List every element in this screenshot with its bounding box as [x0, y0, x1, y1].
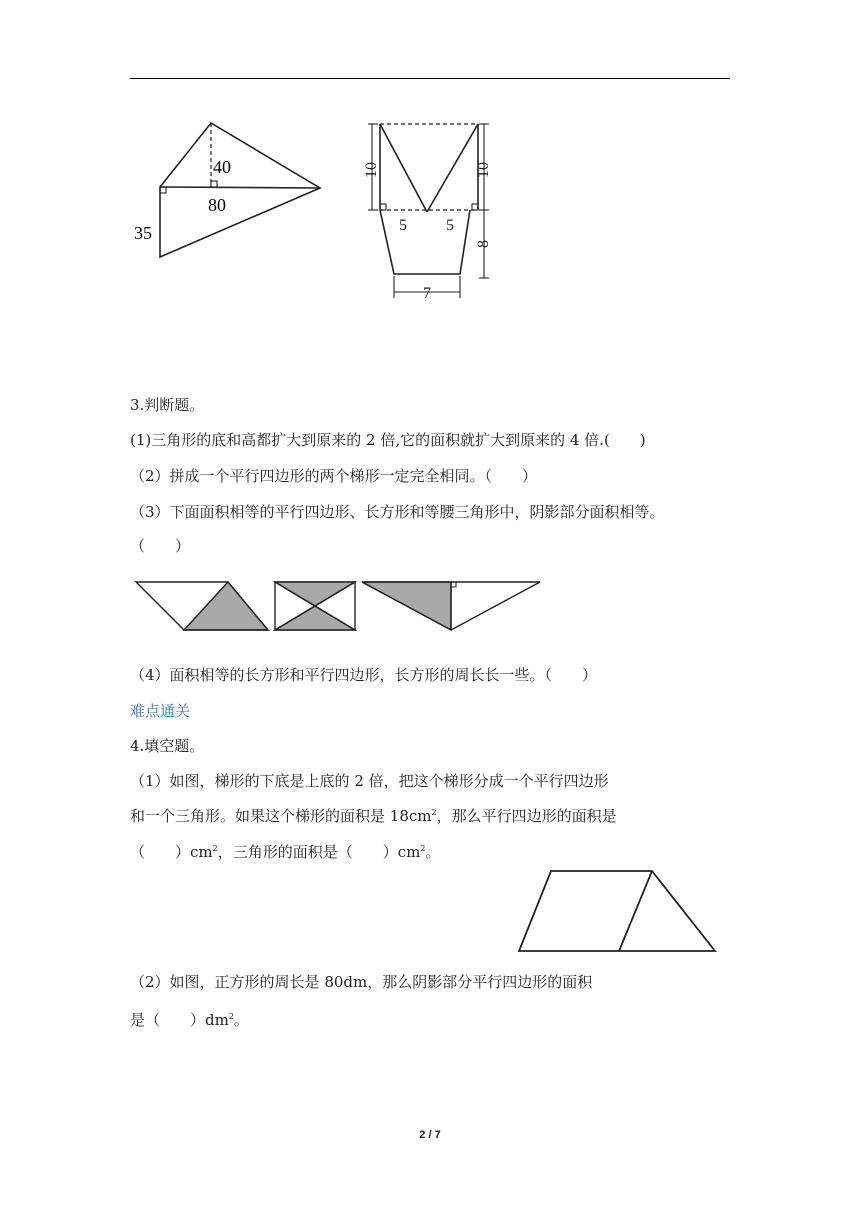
q4-item-2-line-2-text-b: 。 — [233, 1011, 249, 1029]
composite-right-height-label: 10 — [475, 162, 492, 178]
q4-item-1-line-3-sup-1: 2 — [212, 844, 218, 853]
q4-item-1-line-2 — [130, 806, 617, 826]
composite-right-bottom-label: 5 — [446, 217, 454, 234]
composite-trap-bottom-label: 7 — [423, 285, 431, 302]
header-rule — [130, 78, 730, 79]
q4-item-1-line-2-sup: 2 — [431, 808, 437, 817]
kite-base-label: 80 — [208, 195, 226, 215]
q4-item-1-line-3 — [130, 842, 440, 862]
q3-item-1: (1)三角形的底和高都扩大到原来的 2 倍,它的面积就扩大到原来的 4 倍.( ) — [130, 431, 646, 449]
q4-item-1-line-2-text-a: 和一个三角形。如果这个梯形的面积是 18cm — [130, 807, 432, 825]
composite-left-bottom-label: 5 — [399, 217, 407, 234]
page-number: 2 / 7 — [419, 1129, 441, 1141]
q4-title: 4.填空题。 — [130, 737, 205, 755]
q4-item-2-line-2-text-a: 是（ ）dm — [130, 1011, 229, 1029]
kite-figure — [130, 115, 340, 265]
q3-item-3: （3）下面面积相等的平行四边形、长方形和等腰三角形中，阴影部分面积相等。 — [130, 503, 665, 521]
q3-item-4: （4）面积相等的长方形和平行四边形，长方形的周长长一些。（ ） — [130, 666, 598, 684]
q3-item-3-blank: （ ） — [130, 537, 191, 555]
q3-title: 3.判断题。 — [130, 396, 205, 414]
q4-item-1-line-3-text-c: 。 — [425, 843, 441, 861]
q4-item-2-line-2-sup: 2 — [228, 1012, 234, 1021]
trapezoid-figure — [515, 866, 720, 956]
kite-height-label: 40 — [213, 157, 231, 177]
q4-item-1-line-3-text-b: ，三角形的面积是（ ）cm — [217, 843, 421, 861]
kite-side-label: 35 — [134, 223, 152, 243]
q4-item-1-line-3-sup-2: 2 — [420, 844, 426, 853]
q3-item-2: （2）拼成一个平行四边形的两个梯形一定完全相同。（ ） — [130, 467, 538, 485]
section-title: 难点通关 — [130, 702, 191, 720]
q4-item-1-line-3-text-a: （ ）cm — [130, 843, 213, 861]
q4-item-2-line-2 — [130, 1010, 249, 1030]
q4-item-1-line-2-text-b: ，那么平行四边形的面积是 — [436, 807, 617, 825]
composite-trap-height-label: 8 — [475, 240, 492, 248]
q4-item-1-line-1: （1）如图，梯形的下底是上底的 2 倍，把这个梯形分成一个平行四边形 — [130, 772, 609, 790]
q4-item-2-line-1: （2）如图，正方形的周长是 80dm，那么阴影部分平行四边形的面积 — [130, 973, 593, 991]
composite-figure — [360, 118, 500, 303]
q3-shapes-figure — [136, 580, 546, 636]
composite-left-height-label: 10 — [363, 162, 380, 178]
